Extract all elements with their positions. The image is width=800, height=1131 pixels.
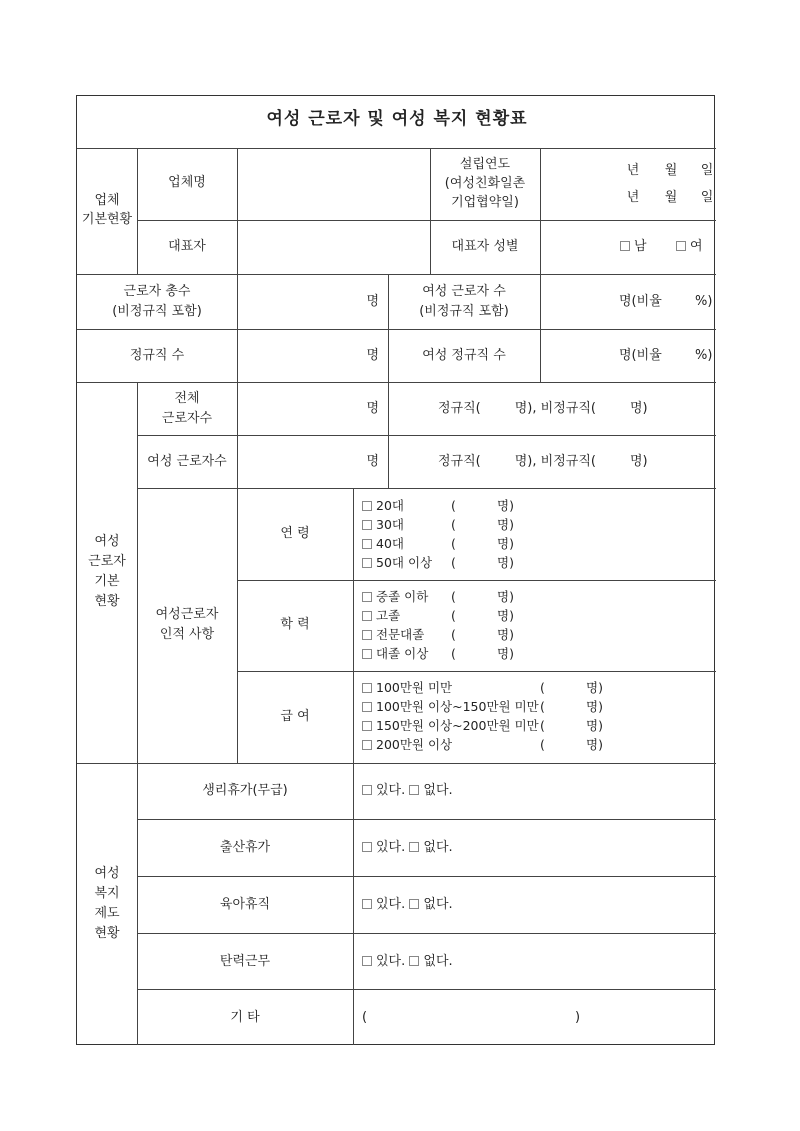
rule [353, 763, 354, 1045]
gender-male-option[interactable]: 남 [620, 237, 647, 256]
checkbox[interactable] [362, 520, 372, 530]
group-label-education: 학 력 [280, 617, 310, 632]
checkbox[interactable] [362, 842, 372, 852]
paren: 명) [497, 627, 514, 642]
paren: 명) [497, 536, 514, 551]
rule [137, 382, 138, 763]
section-label-status: 근로자 [88, 554, 126, 569]
paren: ( [540, 699, 545, 714]
checkbox[interactable] [362, 539, 372, 549]
checkbox[interactable] [409, 785, 419, 795]
total-headcount-label: 근로자수 [161, 411, 213, 426]
welfare-choice[interactable]: 있다. 없다. [362, 895, 453, 914]
unit-person: 명 [366, 348, 379, 363]
profile-label: 인적 사항 [159, 627, 215, 642]
ratio-text: 명(비율 [619, 294, 662, 309]
paren: 명) [497, 608, 514, 623]
women-workers-label: (비정규직 포함) [419, 304, 509, 319]
ceo-field[interactable] [238, 221, 430, 274]
section-label-welfare: 복지 [94, 886, 120, 901]
paren: 명) [586, 699, 603, 714]
option-age[interactable]: 50대 이상 [362, 553, 432, 573]
welfare-choice[interactable]: 있다. 없다. [362, 781, 453, 800]
option-age[interactable]: 30대 [362, 515, 404, 535]
paren: ( [540, 718, 545, 733]
total-workers-label: 근로자 총수 [123, 284, 191, 299]
page-title: 여성 근로자 및 여성 복지 현황표 [266, 109, 528, 129]
welfare-choice[interactable]: 있다. 없다. [362, 952, 453, 971]
rule [237, 488, 238, 763]
profile-label: 여성근로자 [155, 607, 219, 622]
section-label-company: 기본현황 [81, 212, 133, 227]
paren: 명) [586, 737, 603, 752]
paren: ( [451, 555, 456, 570]
welfare-item-label: 탄력근무 [219, 954, 271, 969]
welfare-item-label: 출산휴가 [219, 840, 271, 855]
unit-person: 명 [366, 454, 379, 469]
rule [137, 876, 716, 877]
checkbox[interactable] [362, 785, 372, 795]
paren: ( [451, 608, 456, 623]
rule [77, 382, 716, 383]
checkbox[interactable] [676, 241, 686, 251]
checkbox[interactable] [362, 740, 372, 750]
total-headcount-label: 전체 [174, 391, 200, 406]
section-label-welfare: 제도 [94, 906, 120, 921]
ratio-text: 명(비율 [619, 348, 662, 363]
rule [137, 148, 138, 274]
option-education[interactable]: 대졸 이상 [362, 644, 428, 664]
welfare-item-label: 생리휴가(무급) [202, 783, 288, 798]
paren: 명) [497, 555, 514, 570]
rule [237, 671, 716, 672]
year-word: 년 [626, 163, 640, 178]
checkbox[interactable] [362, 501, 372, 511]
option-age[interactable]: 20대 [362, 496, 404, 516]
checkbox[interactable] [362, 558, 372, 568]
checkbox[interactable] [409, 899, 419, 909]
section-label-welfare: 현황 [94, 926, 120, 941]
rule [137, 488, 716, 489]
paren: ( [451, 627, 456, 642]
rule [388, 382, 389, 488]
rule [237, 382, 238, 488]
day-word: 일 [700, 163, 714, 178]
rule [77, 274, 716, 275]
percent-sign: %) [695, 348, 713, 363]
unit-person: 명 [366, 294, 379, 309]
rule [237, 580, 716, 581]
paren: ( [540, 737, 545, 752]
paren: ( [451, 536, 456, 551]
rule [77, 763, 716, 764]
rule [137, 933, 716, 934]
rule [137, 989, 716, 990]
option-salary[interactable]: 100만원 미만 [362, 678, 452, 698]
welfare-other-label: 기 타 [230, 1010, 260, 1025]
checkbox[interactable] [409, 842, 419, 852]
option-education[interactable]: 중졸 이하 [362, 587, 428, 607]
checkbox[interactable] [620, 241, 630, 251]
form-table [76, 95, 715, 1045]
rule [430, 148, 431, 274]
checkbox[interactable] [362, 683, 372, 693]
option-education[interactable]: 전문대졸 [362, 625, 424, 645]
year-word: 년 [626, 190, 640, 205]
breakdown-text: 정규직( 명), 비정규직( 명) [438, 401, 648, 416]
checkbox[interactable] [362, 649, 372, 659]
est-date-label: 설립연도 [459, 157, 511, 172]
paren: ( [451, 646, 456, 661]
rule [137, 763, 138, 1045]
welfare-choice[interactable]: 있다. 없다. [362, 838, 453, 857]
women-headcount-label: 여성 근로자수 [147, 454, 227, 469]
total-workers-label: (비정규직 포함) [112, 304, 202, 319]
welfare-item-label: 육아휴직 [219, 897, 271, 912]
option-salary[interactable]: 200만원 이상 [362, 735, 452, 755]
paren: 명) [497, 589, 514, 604]
section-label-status: 현황 [94, 594, 120, 609]
group-label-age: 연 령 [280, 526, 310, 541]
est-date-field[interactable] [541, 149, 716, 220]
checkbox[interactable] [362, 702, 372, 712]
checkbox[interactable] [362, 592, 372, 602]
percent-sign: %) [695, 294, 713, 309]
section-label-welfare: 여성 [94, 866, 120, 881]
month-word: 월 [664, 163, 678, 178]
rule [237, 274, 238, 382]
paren: 명) [586, 718, 603, 733]
checkbox[interactable] [362, 630, 372, 640]
breakdown-text: 정규직( 명), 비정규직( 명) [438, 454, 648, 469]
checkbox[interactable] [362, 611, 372, 621]
ceo-label: 대표자 [168, 239, 206, 254]
paren: ( [451, 498, 456, 513]
company-name-field[interactable] [238, 149, 430, 220]
company-name-label: 업체명 [168, 175, 206, 190]
day-word: 일 [700, 190, 714, 205]
rule [137, 819, 716, 820]
section-label-company: 업체 [94, 193, 120, 208]
rule [137, 435, 716, 436]
est-date-label: 기업협약일) [451, 195, 519, 210]
women-regular-label: 여성 정규직 수 [422, 348, 506, 363]
ceo-gender-label: 대표자 성별 [451, 239, 519, 254]
option-salary[interactable]: 150만원 이상~200만원 미만 [362, 716, 539, 736]
month-word: 월 [664, 190, 678, 205]
paren: 명) [586, 680, 603, 695]
paren: 명) [497, 646, 514, 661]
paren: ( [451, 517, 456, 532]
paren: 명) [497, 517, 514, 532]
unit-person: 명 [366, 401, 379, 416]
paren: 명) [497, 498, 514, 513]
option-education[interactable]: 고졸 [362, 606, 400, 626]
rule [77, 329, 716, 330]
paren: ( [451, 589, 456, 604]
other-close-paren: ) [575, 1010, 581, 1025]
section-label-status: 여성 [94, 534, 120, 549]
paren: ( [540, 680, 545, 695]
checkbox[interactable] [409, 956, 419, 966]
est-date-label: (여성친화일촌 [444, 176, 526, 191]
other-open-paren: ( [362, 1010, 368, 1025]
gender-female-option[interactable]: 여 [676, 237, 703, 256]
section-label-status: 기본 [94, 574, 120, 589]
rule [388, 274, 389, 382]
regular-label: 정규직 수 [129, 348, 185, 363]
option-age[interactable]: 40대 [362, 534, 404, 554]
checkbox[interactable] [362, 721, 372, 731]
group-label-salary: 급 여 [280, 709, 310, 724]
rule [353, 488, 354, 763]
checkbox[interactable] [362, 956, 372, 966]
option-salary[interactable]: 100만원 이상~150만원 미만 [362, 697, 539, 717]
women-workers-label: 여성 근로자 수 [422, 284, 506, 299]
rule [540, 274, 541, 382]
other-field[interactable] [372, 996, 572, 1036]
checkbox[interactable] [362, 899, 372, 909]
